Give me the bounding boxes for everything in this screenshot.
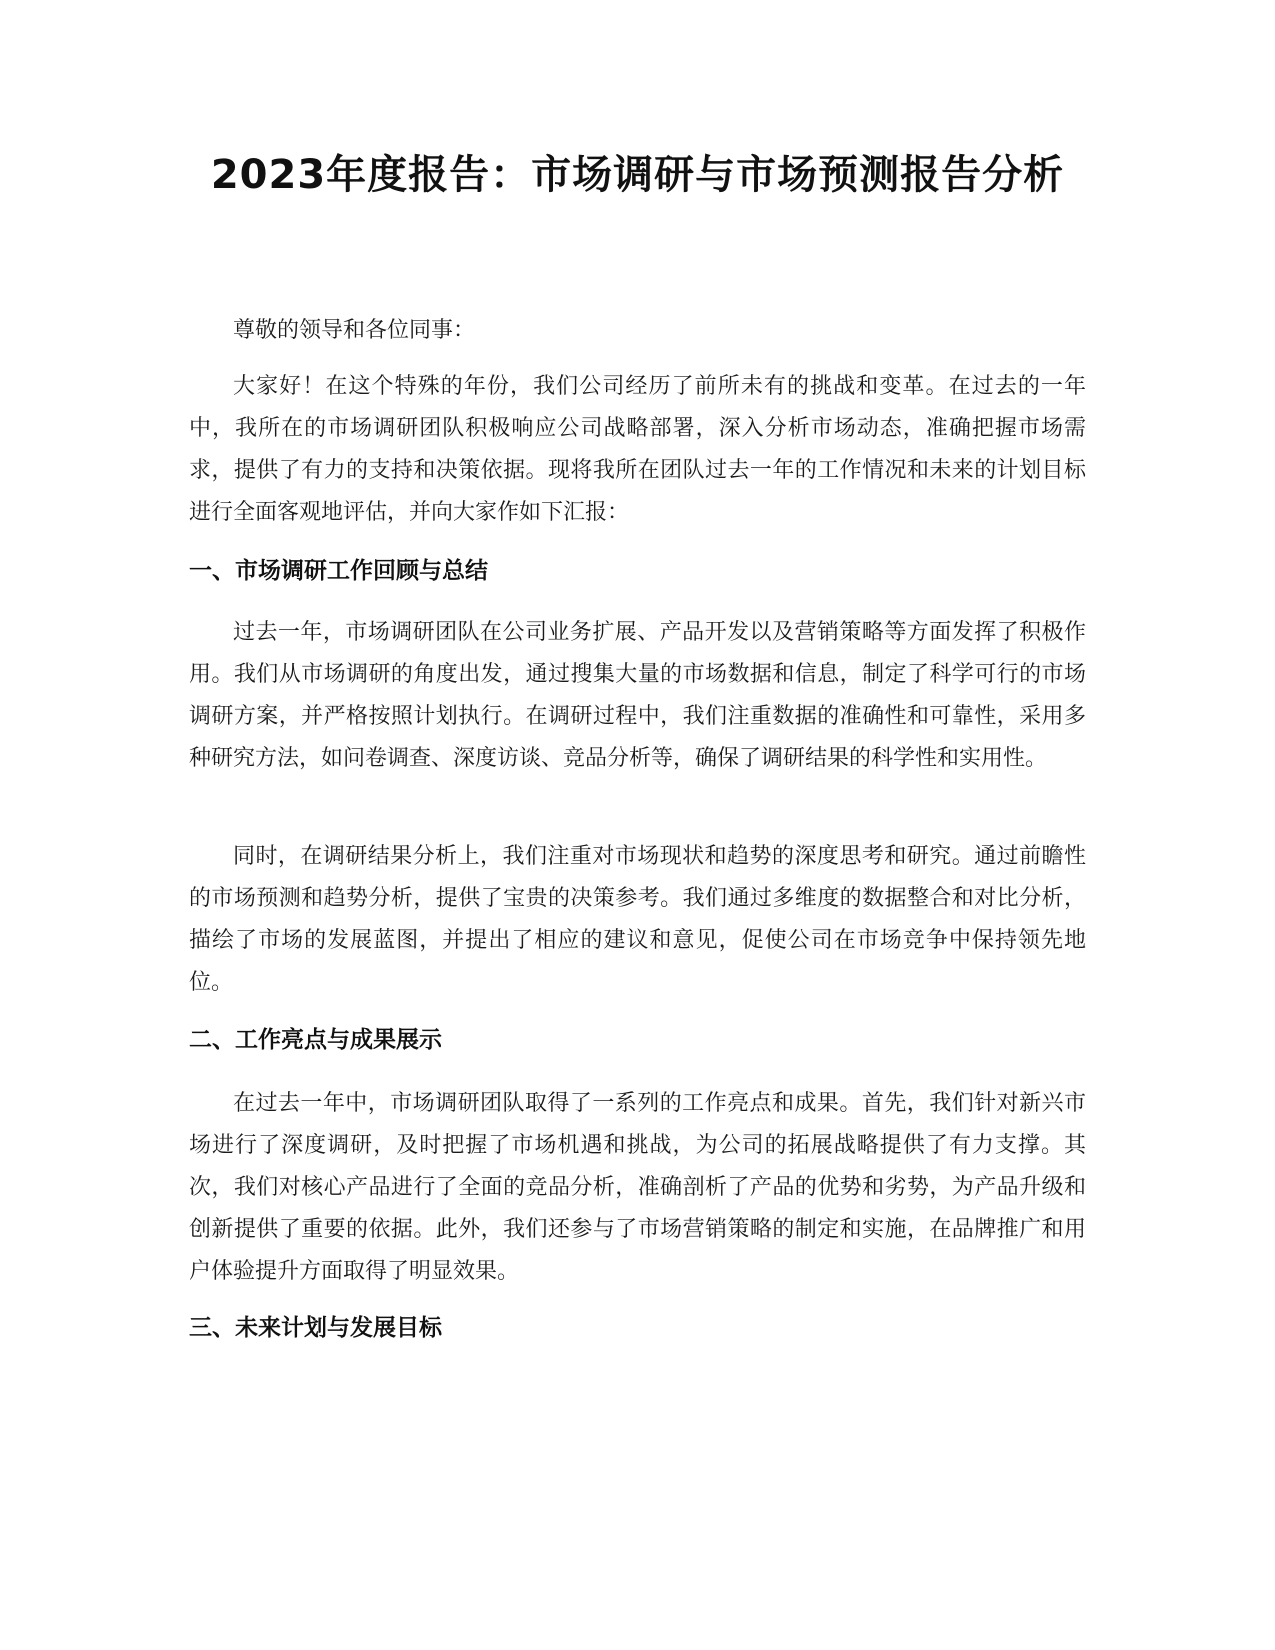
intro-paragraph: 大家好！在这个特殊的年份，我们公司经历了前所未有的挑战和变革。在过去的一年中，我所在的市场调研团队积极响应公司战略部署，深入分析市场动态，准确把握市场需求，提供了有力的支持和决策依据。现将我所在团队过去一年的工作情况和未来的计划目标进行全面客观地评估，并向大家作如下汇报： (189, 374, 1086, 525)
section-heading-future: 三、未来计划与发展目标 (189, 1315, 442, 1341)
section-heading-review: 一、市场调研工作回顾与总结 (189, 558, 488, 584)
review-paragraph-1: 过去一年，市场调研团队在公司业务扩展、产品开发以及营销策略等方面发挥了积极作用。我们从市场调研的角度出发，通过搜集大量的市场数据和信息，制定了科学可行的市场调研方案，并严格按照计划执行。在调研过程中，我们注重数据的准确性和可靠性，采用多种研究方法，如问卷调查、深度访谈、竞品分析等，确保了调研结果的科学性和实用性。 (189, 620, 1086, 771)
salutation: 尊敬的领导和各位同事： (233, 318, 476, 343)
section-heading-highlights: 二、工作亮点与成果展示 (189, 1027, 442, 1053)
document-title: 2023年度报告：市场调研与市场预测报告分析 (210, 152, 1065, 198)
highlights-paragraph: 在过去一年中，市场调研团队取得了一系列的工作亮点和成果。首先，我们针对新兴市场进行了深度调研，及时把握了市场机遇和挑战，为公司的拓展战略提供了有力支撑。其次，我们对核心产品进行了全面的竞品分析，准确剖析了产品的优势和劣势，为产品升级和创新提供了重要的依据。此外，我们还参与了市场营销策略的制定和实施，在品牌推广和用户体验提升方面取得了明显效果。 (189, 1091, 1086, 1284)
review-paragraph-2: 同时，在调研结果分析上，我们注重对市场现状和趋势的深度思考和研究。通过前瞻性的市场预测和趋势分析，提供了宝贵的决策参考。我们通过多维度的数据整合和对比分析，描绘了市场的发展蓝图，并提出了相应的建议和意见，促使公司在市场竞争中保持领先地位。 (189, 844, 1086, 995)
